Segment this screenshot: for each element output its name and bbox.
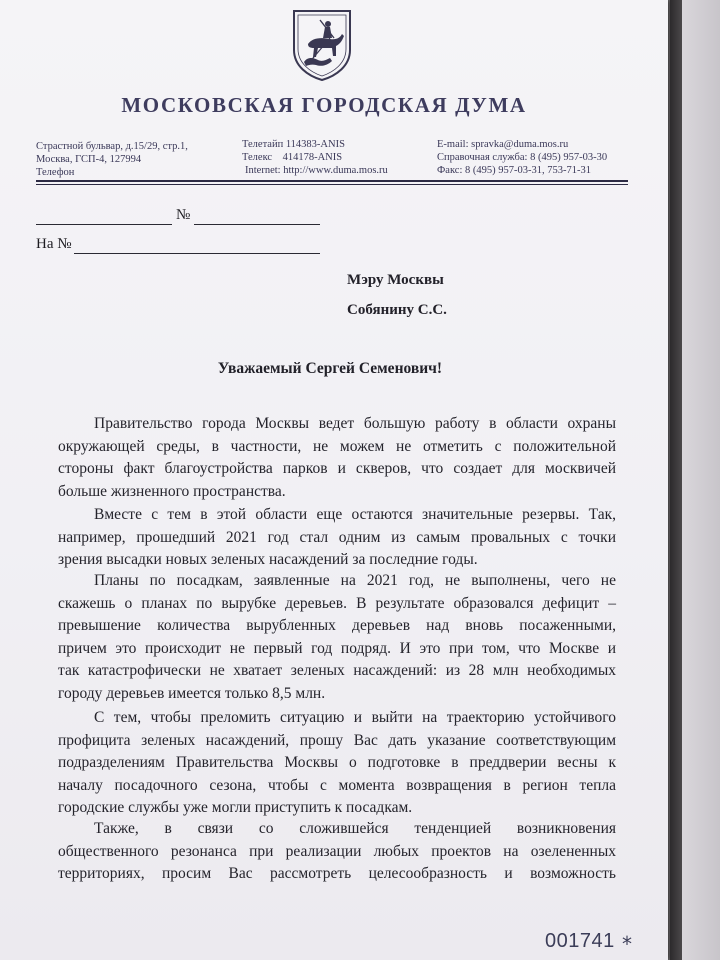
recipient-name: Собянину С.С.: [347, 302, 447, 318]
text-line: Вместе с тем в этой области еще остаются значительные резервы. Так,: [94, 506, 616, 523]
salutation: Уважаемый Сергей Семенович!: [217, 360, 443, 377]
number-label: №: [176, 207, 191, 223]
address-block: [36, 140, 188, 179]
text-line: причем это происходит не первый год подряд. И это при том, что Москве и: [58, 639, 616, 657]
address-line: Телефон: [36, 167, 75, 178]
body-paragraph: [58, 818, 616, 886]
background-page: [682, 0, 720, 960]
text-line: больше жизненного пространства.: [58, 482, 286, 500]
header-rule-thin: [36, 184, 628, 185]
text-line: общественного резонанса при реализации любых проектов на озелененных: [58, 842, 616, 860]
body-paragraph: [58, 707, 616, 820]
text-line: Планы по посадкам, заявленные на 2021 год, не выполнены, чего не: [94, 572, 616, 589]
moscow-coat-of-arms-icon: [290, 8, 354, 82]
email-line: E-mail: spravka@duma.mos.ru: [437, 139, 569, 150]
text-line: профицита зеленых насаждений, прошу Вас дать указание соответствующим: [58, 731, 616, 749]
teletype-block: [242, 138, 388, 177]
text-line: городу деревьев имеется только 8,5 млн.: [58, 684, 326, 702]
address-line: Москва, ГСП-4, 127994: [36, 154, 142, 165]
text-line: городские службы уже могли приступить к посадкам.: [58, 799, 413, 817]
body-paragraph: [58, 413, 616, 503]
number-field-line: [194, 224, 320, 225]
text-line: подразделениям Правительства Москвы о подготовке в преддверии весны к: [58, 754, 616, 772]
website-line: Internet: http://www.duma.mos.ru: [245, 165, 388, 176]
binder-edge: [670, 0, 682, 960]
text-line: стороны факт благоустройства парков и скверов, что создает для москвичей: [58, 460, 616, 478]
body-paragraph: [58, 570, 616, 706]
teletype-line: Телетайп 114383-ANIS: [242, 139, 345, 150]
recipient-title: Мэру Москвы: [347, 272, 444, 288]
text-line: С тем, чтобы преломить ситуацию и выйти на траекторию устойчивого: [94, 709, 616, 726]
organization-title: МОСКОВСКАЯ ГОРОДСКАЯ ДУМА: [121, 93, 527, 117]
text-line: скажешь о планах по вырубке деревьев. В результате образовался дефицит –: [58, 594, 616, 612]
incoming-number-field-line: [74, 253, 320, 254]
header-rule-thick: [36, 180, 628, 182]
contacts-block: [437, 138, 607, 177]
date-field-line: [36, 224, 172, 225]
text-line: Также, в связи со сложившейся тенденцией возникновения: [94, 820, 616, 837]
text-line: Правительство города Москвы ведет большую работу в области охраны: [94, 415, 616, 432]
serial-mark: *: [622, 932, 632, 956]
text-line: так катастрофически не хватает зеленых насаждений: из 28 млн необходимых: [58, 662, 616, 680]
info-service-line: Справочная служба: 8 (495) 957-03-30: [437, 152, 608, 163]
address-line: Страстной бульвар, д.15/29, стр.1,: [36, 141, 188, 152]
text-line: например, прошедший 2021 год стал одним из самым провальных с точки: [58, 528, 616, 546]
telex-line: Телекс 414178-ANIS: [242, 152, 343, 163]
text-line: территориях, просим Вас рассмотреть целесообразность и возможность: [58, 865, 616, 883]
text-line: началу посадочного сезона, чтобы с момента возвращения в регион тепла: [58, 776, 616, 794]
incoming-number-label: На №: [36, 236, 72, 252]
serial-number: 001741: [545, 930, 615, 952]
text-line: окружающей среды, в частности, не можем не отметить с положительной: [58, 437, 616, 455]
text-line: превышение количества вырубленных деревьев над вновь посаженными,: [58, 617, 616, 635]
text-line: зрения высадки новых зеленых насаждений за последние годы.: [58, 551, 478, 569]
fax-line: Факс: 8 (495) 957-03-31, 753-71-31: [437, 165, 591, 176]
body-paragraph: [58, 504, 616, 572]
